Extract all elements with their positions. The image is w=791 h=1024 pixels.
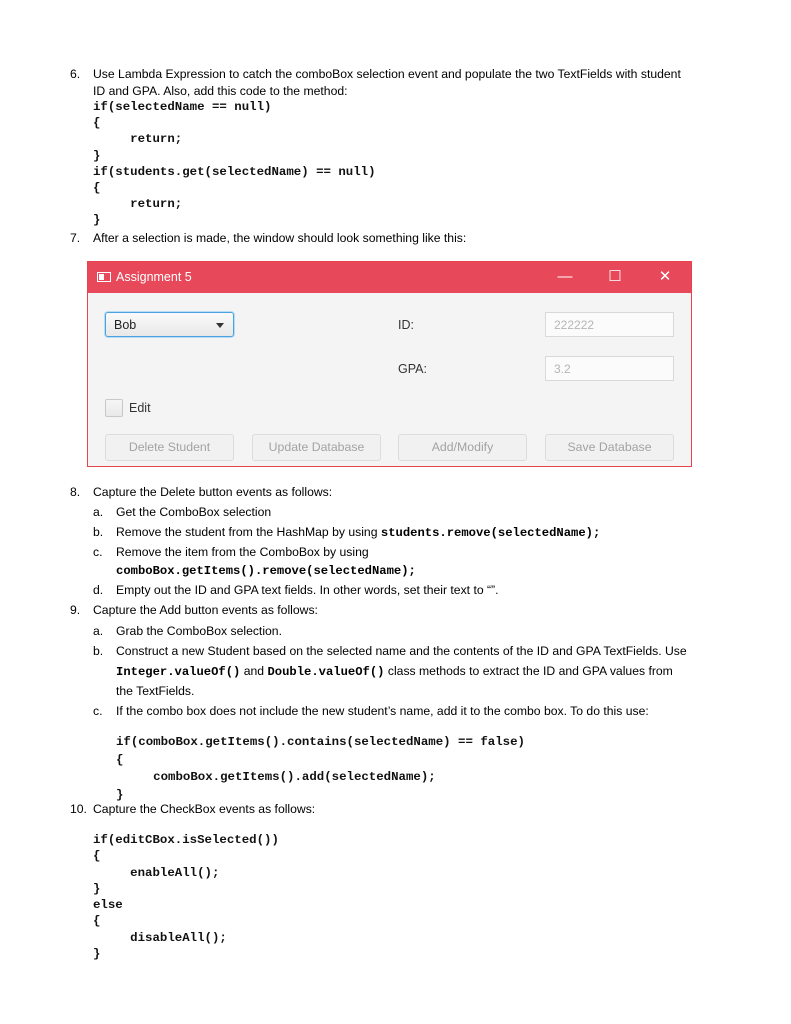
step-9b-line2 [116,663,673,680]
app-window [87,261,692,467]
step-8b-code: students.remove(selectedName); [380,526,601,540]
id-field-value: 222222 [554,318,595,332]
delete-student-button[interactable]: Delete Student [105,434,234,461]
step-9b-line3: the TextFields. [116,684,195,698]
gpa-field[interactable] [545,356,674,381]
step-6-number: 6. [70,67,81,81]
step-9b-code2: Double.valueOf() [267,665,385,679]
step-9a-marker: a. [93,624,104,638]
step-10-number: 10. [70,802,87,816]
update-database-button[interactable]: Update Database [252,434,381,461]
id-field[interactable] [545,312,674,337]
step-9c-text: If the combo box does not include the new student’s name, add it to the combo box. To do this use: [116,704,649,718]
edit-checkbox-label: Edit [129,401,151,415]
step-8c-code: comboBox.getItems().remove(selectedName); [116,564,416,578]
step-8b-text: Remove the student from the HashMap by using [116,525,381,539]
minimize-icon[interactable]: — [557,268,573,285]
step-9a-text: Grab the ComboBox selection. [116,624,282,638]
step-8a-text: Get the ComboBox selection [116,505,272,519]
step-8c-text: Remove the item from the ComboBox by using [116,545,369,559]
step-9b-mid: and [240,664,268,678]
gpa-field-value: 3.2 [554,362,571,376]
step-9b-after: class methods to extract the ID and GPA values from [384,664,673,678]
step-9b-line1: Construct a new Student based on the selected name and the contents of the ID and GPA TextFields. Use [116,644,687,658]
step-7-number: 7. [70,231,81,245]
app-icon [97,272,111,282]
combo-selected-value: Bob [114,318,137,332]
step-8d-marker: d. [93,583,104,597]
step-8b-marker: b. [93,525,104,539]
step-6-text-line1: Use Lambda Expression to catch the comboBox selection event and populate the two TextFields with student [93,67,681,81]
student-combo-box[interactable] [105,312,234,337]
id-label: ID: [398,318,414,332]
step-8-text: Capture the Delete button events as follows: [93,485,333,499]
step-8c-marker: c. [93,545,103,559]
step-8d-text: Empty out the ID and GPA text fields. In other words, set their text to “”. [116,583,499,597]
step-8a-marker: a. [93,505,104,519]
step-7-text: After a selection is made, the window should look something like this: [93,231,467,245]
step-6-text-line2: ID and GPA. Also, add this code to the method: [93,84,348,98]
window-title: Assignment 5 [116,270,192,284]
step-9b-marker: b. [93,644,104,658]
step-8-number: 8. [70,485,81,499]
maximize-icon[interactable]: ☐ [608,268,622,285]
step-9-code: if(comboBox.getItems().contains(selectedName) == false) { comboBox.getItems().add(selectedName); } [116,735,525,802]
step-6-code: if(selectedName == null) { return; } if(students.get(selectedName) == null) { return; } [93,100,376,228]
edit-checkbox[interactable] [105,399,123,417]
save-database-button[interactable]: Save Database [545,434,674,461]
chevron-down-icon [216,323,224,328]
step-10-text: Capture the CheckBox events as follows: [93,802,316,816]
close-icon[interactable]: ✕ [658,268,672,285]
step-9-number: 9. [70,603,81,617]
step-9-text: Capture the Add button events as follows: [93,603,318,617]
add-modify-button[interactable]: Add/Modify [398,434,527,461]
step-9b-code1: Integer.valueOf() [116,665,241,679]
gpa-label: GPA: [398,362,427,376]
title-bar [88,262,691,293]
step-10-code: if(editCBox.isSelected()) { enableAll(); } else { disableAll(); } [93,833,279,962]
step-8b-line [116,524,600,541]
step-9c-marker: c. [93,704,103,718]
